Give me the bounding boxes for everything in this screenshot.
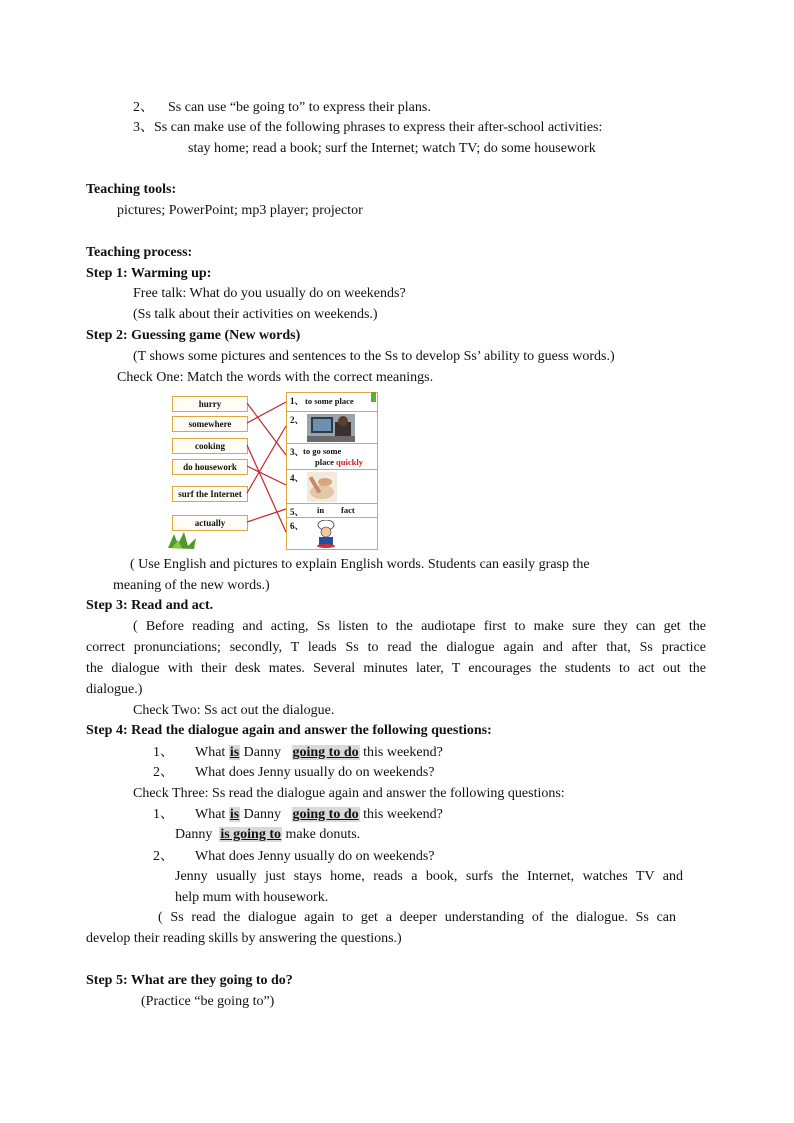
step1-line1: Free talk: What do you usually do on weekends? <box>133 286 406 301</box>
check-question-2-text: What does Jenny usually do on weekends? <box>195 849 435 864</box>
step4-note-line1: ( Ss read the dialogue again to get a deeper understanding of the dialogue. Ss can <box>158 910 676 925</box>
step2-heading: Step 2: Guessing game (New words) <box>86 328 301 343</box>
step1-line2: (Ss talk about their activities on weekends.) <box>133 307 378 322</box>
meaning-1-text: to some place <box>305 396 354 406</box>
match-line-hurry <box>247 403 286 455</box>
question-1-text-b: Danny <box>243 745 281 760</box>
check-question-1-number: 1、 <box>153 807 174 822</box>
check-question-1-highlight-going-to-do: going to do <box>292 807 359 822</box>
matching-exercise-figure <box>166 392 378 552</box>
step5-heading: Step 5: What are they going to do? <box>86 973 293 988</box>
answer-1-text-b: make donuts. <box>285 827 361 842</box>
question-1-text-c: this weekend? <box>363 745 443 760</box>
step4-question-1 <box>153 744 443 762</box>
step2-note-line1: ( Use English and pictures to explain English words. Students can easily grasp the <box>130 557 590 572</box>
question-2-text: What does Jenny usually do on weekends? <box>195 765 435 780</box>
meaning-1-number: 1、 <box>290 396 304 406</box>
step3-paragraph-line3: the dialogue with their desk mates. Several minutes later, T encourages the students to act out the <box>86 661 706 676</box>
step3-paragraph-line2: correct pronunciations; secondly, T leads Ss to read the dialogue again and after that, Ss practice <box>86 640 706 655</box>
question-1-highlight-is: is <box>229 745 240 760</box>
word-box-hurry: hurry <box>172 396 248 412</box>
step2-check-one: Check One: Match the words with the correct meanings. <box>117 370 434 385</box>
step3-heading: Step 3: Read and act. <box>86 598 214 613</box>
meaning-3-text-quickly: quickly <box>336 457 363 467</box>
objective-2 <box>133 99 431 117</box>
meaning-3-text-a: to go some <box>303 446 342 456</box>
check-question-1-text-a: What <box>195 807 226 822</box>
question-1-highlight-going-to-do: going to do <box>292 745 359 760</box>
matching-lines <box>166 392 378 552</box>
teaching-tools-heading: Teaching tools: <box>86 182 177 197</box>
step4-heading: Step 4: Read the dialogue again and answer the following questions: <box>86 723 492 738</box>
answer-2-line2: help mum with housework. <box>175 890 329 905</box>
objective-3-number: 3、 <box>133 120 154 135</box>
objective-2-number: 2、 <box>133 100 154 115</box>
meaning-4-number: 4、 <box>290 473 304 483</box>
objective-3 <box>133 119 602 137</box>
answer-1 <box>175 826 360 844</box>
question-2-number: 2、 <box>153 765 174 780</box>
meaning-2-number: 2、 <box>290 415 304 425</box>
word-box-do-housework: do housework <box>172 459 248 475</box>
check-question-2 <box>153 848 435 866</box>
step4-note-line2: develop their reading skills by answering the questions.) <box>86 931 402 946</box>
question-1-text-a: What <box>195 745 226 760</box>
meaning-5-text-a: in <box>317 505 325 515</box>
answer-2-line1: Jenny usually just stays home, reads a book, surfs the Internet, watches TV and <box>175 869 683 884</box>
step3-check-two: Check Two: Ss act out the dialogue. <box>133 703 335 718</box>
check-question-1 <box>153 806 443 824</box>
teaching-process-heading: Teaching process: <box>86 245 193 260</box>
check-question-1-text-b: Danny <box>243 807 281 822</box>
word-box-cooking: cooking <box>172 438 248 454</box>
check-question-1-text-c: this weekend? <box>363 807 443 822</box>
step5-line1: (Practice “be going to”) <box>141 994 275 1009</box>
step2-note-line2: meaning of the new words.) <box>113 578 270 593</box>
step3-paragraph-line1: ( Before reading and acting, Ss listen to the audiotape first to make sure they can get the <box>133 619 706 634</box>
word-box-somewhere: somewhere <box>172 416 248 432</box>
question-1-number: 1、 <box>153 745 174 760</box>
meaning-5-text-b: fact <box>341 505 355 515</box>
step4-question-2 <box>153 764 435 782</box>
objective-3-text: Ss can make use of the following phrases to express their after-school activities: <box>154 120 603 135</box>
answer-1-text-a: Danny <box>175 827 213 842</box>
meaning-3-number: 3、 <box>290 447 304 457</box>
step1-heading: Step 1: Warming up: <box>86 266 212 281</box>
match-line-cooking <box>247 445 286 532</box>
match-line-somewhere <box>247 402 286 423</box>
step2-line1: (T shows some pictures and sentences to the Ss to develop Ss’ ability to guess words.) <box>133 349 615 364</box>
check-question-1-highlight-is: is <box>229 807 240 822</box>
meaning-6-number: 6、 <box>290 521 304 531</box>
word-box-surf-the-internet: surf the Internet <box>172 486 248 502</box>
meaning-3-text-b: place <box>315 457 334 467</box>
answer-1-highlight-is-going-to: is going to <box>220 827 282 842</box>
meaning-5-number: 5、 <box>290 507 304 517</box>
teaching-tools-list: pictures; PowerPoint; mp3 player; projector <box>117 203 363 218</box>
objective-phrases: stay home; read a book; surf the Internet; watch TV; do some housework <box>188 141 596 156</box>
word-box-actually: actually <box>172 515 248 531</box>
step3-paragraph-line4: dialogue.) <box>86 682 143 697</box>
objective-2-text: Ss can use “be going to” to express their plans. <box>168 100 431 115</box>
step4-check-three: Check Three: Ss read the dialogue again and answer the following questions: <box>133 786 565 801</box>
check-question-2-number: 2、 <box>153 849 174 864</box>
